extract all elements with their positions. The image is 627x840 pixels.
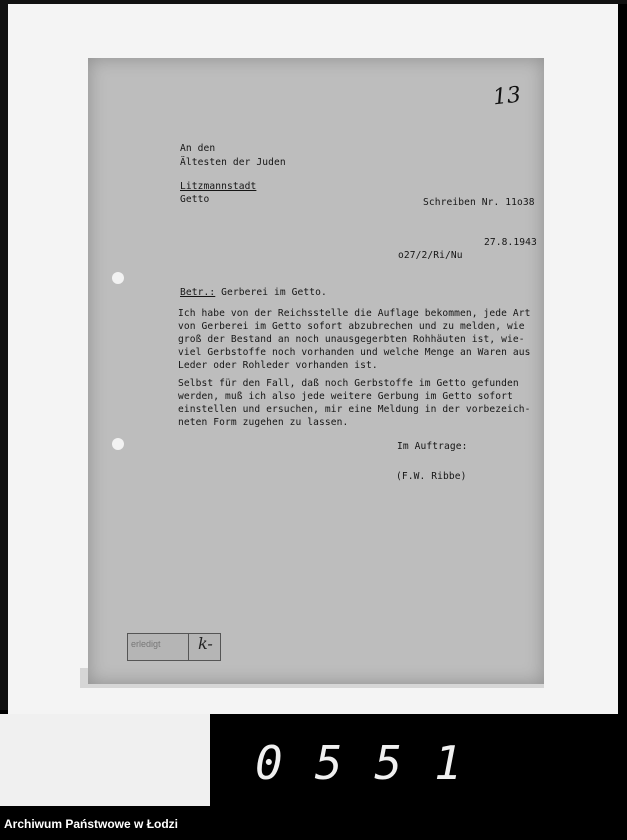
stamp-divider — [188, 633, 189, 661]
recipient-line-2: Ältesten der Juden — [180, 157, 286, 168]
punch-hole-top — [112, 272, 124, 284]
subject-label: Betr.: — [180, 287, 216, 298]
paragraph-1-line: Leder oder Rohleder vorhanden ist. — [178, 360, 378, 371]
stamp-text: erledigt — [131, 639, 161, 649]
film-left-edge — [0, 0, 8, 710]
film-frame-number: 0551 — [255, 736, 494, 790]
paragraph-2-line: werden, muß ich also jede weitere Gerbung im Getto sofort — [178, 391, 513, 402]
film-margin — [0, 714, 210, 806]
handwritten-page-number: 13 — [491, 82, 523, 111]
recipient-line-4: Getto — [180, 194, 210, 205]
reference-number: Schreiben Nr. 11o38 — [423, 197, 535, 208]
paragraph-2-line: neten Form zugehen zu lassen. — [178, 417, 349, 428]
stamp-handwritten-mark: k- — [198, 634, 213, 653]
file-code: o27/2/Ri/Nu — [398, 250, 463, 261]
recipient-line-3: Litzmannstadt — [180, 181, 257, 192]
subject-line — [180, 286, 327, 299]
paragraph-2-line: Selbst für den Fall, daß noch Gerbstoffe im Getto gefunden — [178, 378, 519, 389]
punch-hole-bottom — [112, 438, 124, 450]
signature-line: (F.W. Ribbe) — [396, 471, 467, 482]
recipient-line-1: An den — [180, 143, 216, 154]
paragraph-1-line: viel Gerbstoffe noch vorhanden und welche Menge an Waren aus — [178, 347, 531, 358]
paragraph-1-line: Ich habe von der Reichsstelle die Auflage bekommen, jede Art — [178, 308, 531, 319]
paragraph-1-line: von Gerberei im Getto sofort abzubrechen und zu melden, wie — [178, 321, 525, 332]
closing-phrase: Im Auftrage: — [397, 441, 468, 452]
archive-label: Archiwum Państwowe w Łodzi — [4, 817, 179, 831]
letter-date: 27.8.1943 — [484, 237, 537, 248]
paragraph-1-line: groß der Bestand an noch unausgegerbten Rohhäuten ist, wie- — [178, 334, 525, 345]
paragraph-2-line: einstellen und ersuchen, mir eine Meldung in der vorbezeich- — [178, 404, 531, 415]
subject-text: Gerberei im Getto. — [221, 287, 327, 298]
